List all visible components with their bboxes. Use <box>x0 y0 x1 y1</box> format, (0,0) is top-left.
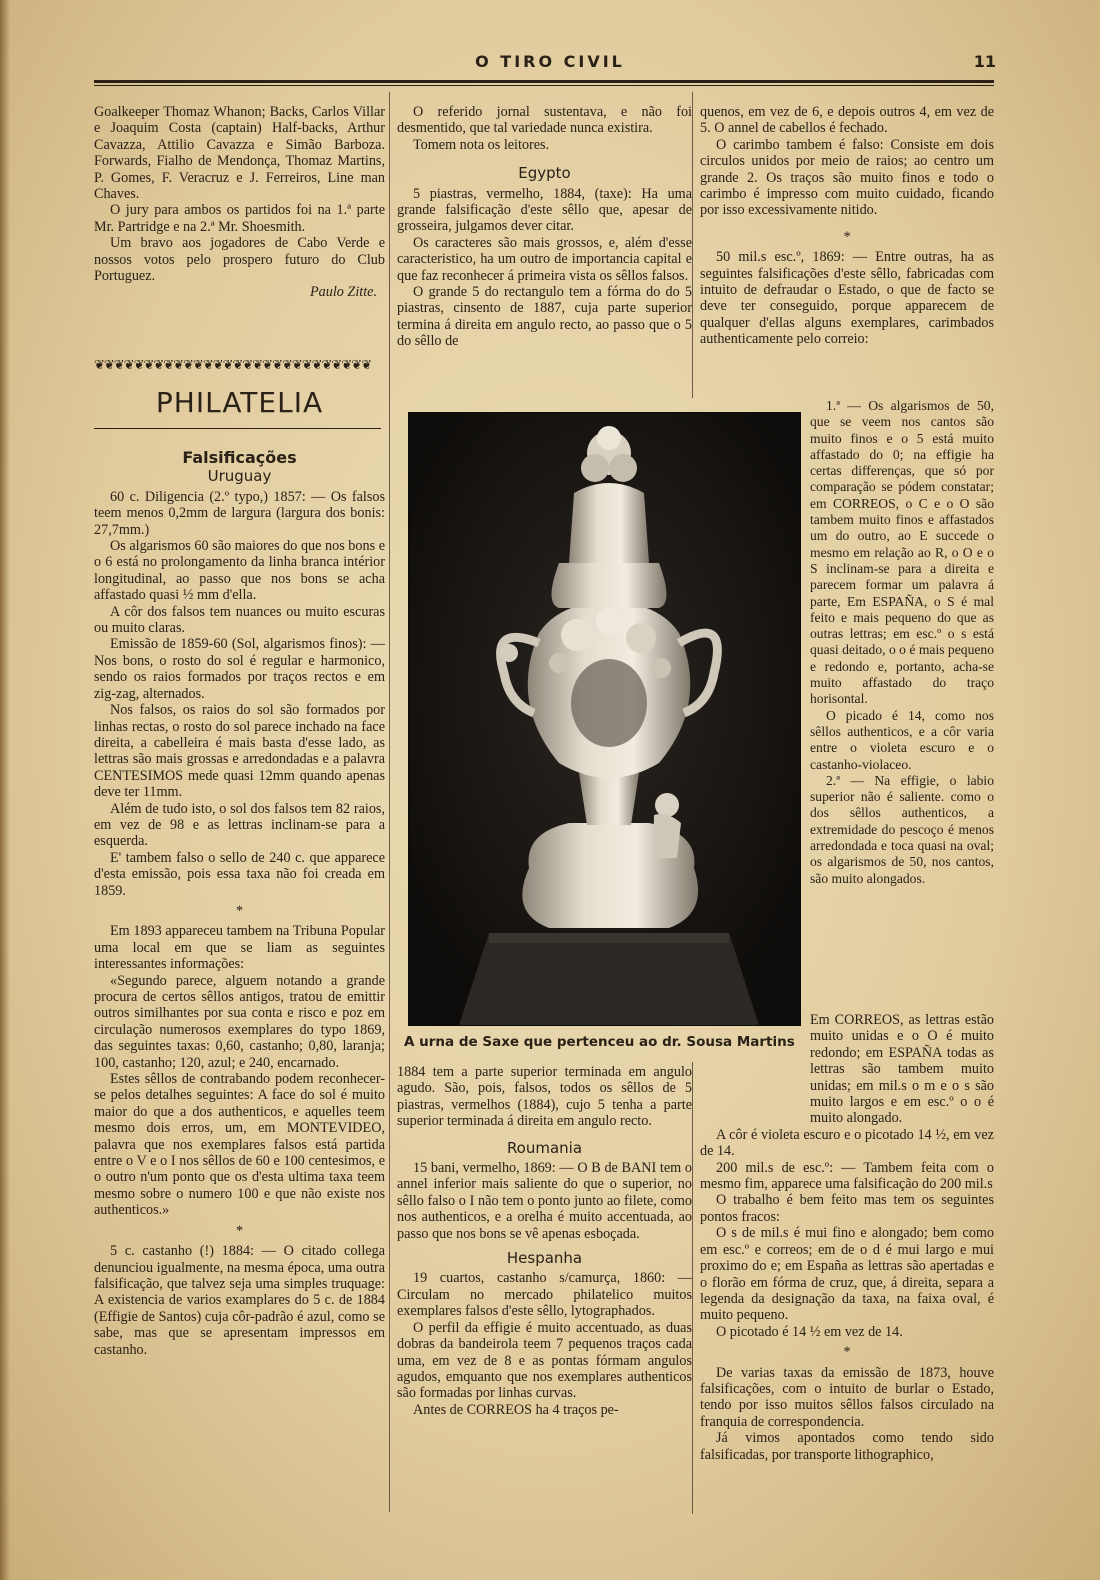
spain-paragraph: De varias taxas da emissão de 1873, houve falsificações, com o intuito de burlar o Estado, tendo por isso muitos sêllos falsos circulado na franquia de correspondencia. <box>700 1364 994 1430</box>
masthead <box>0 52 1100 74</box>
column-divider-right-bottom <box>692 1062 693 1514</box>
closing-paragraph: Um bravo aos jogadores de Cabo Verde e nossos votos pelo prospero futuro do Club Portuguez. <box>94 235 385 285</box>
country-heading-uruguay: Uruguay <box>207 467 272 486</box>
spain-paragraph: O s de mil.s é mui fino e alongado; bem como em esc.º e correos; em de o d é mui largo e mui proximo do e; em España as lettras são apertadas e o florão em fórma de cruz, que, á direita, separa a legenda da designação da taxa, na faixa oval, é muito pequeno. <box>700 1225 994 1324</box>
uruguay-quote: Estes sêllos de contrabando podem reconhecer-se pelos detalhes seguintes: A face do sol é muito maior do que a dos authenticos, e aquelles teem mesmo dois erros, um, em MONTEVIDEO, palavra que nos exemplares falsos está partida entre o V e o I nos sêllos de 60 e 100 centesimos, e o outro n'um ponto que os d'esta ultima taxa teem mesmo sobre o numero 100 e que não existe nos authenticos.» <box>94 1071 385 1219</box>
uruguay-paragraph: Emissão de 1859-60 (Sol, algarismos finos): — Nos bons, o rosto do sol é regular e harmonico, sendo os raios formados por traços rectos e em zig-zag, alternados. <box>94 636 385 702</box>
spain-paragraph: Em CORREOS, as lettras estão muito unidas e o O é muito redondo; em ESPAÑA todas as lettras são tambem muito unidas; em mil.s o m e o s são muito largos e em esc.º o o é muito alongado. <box>810 1012 994 1127</box>
country-heading-spain: Hespanha <box>506 1249 583 1268</box>
urn-photograph <box>408 412 801 1026</box>
header-rule-thin <box>94 85 994 86</box>
country-heading-egypt: Egypto <box>518 164 571 183</box>
spain-paragraph: O picado é 14, como nos sêllos authenticos, e a côr varia entre o violeta escuro e o castanho-violaceo. <box>810 707 994 772</box>
football-article <box>94 104 385 301</box>
section-title-rule <box>94 428 381 429</box>
uruguay-paragraph: 60 c. Diligencia (2.º typo,) 1857: — Os falsos teem menos 0,2mm de largura (largura dos bonis: 27,7mm.) <box>94 488 385 538</box>
spain-paragraph: 19 cuartos, castanho s/camurça, 1860: — Circulam no mercado philatelico muitos exemplares falsos d'este sêllo, lytographados. <box>397 1270 692 1320</box>
section-break: * <box>843 1344 851 1361</box>
section-break: * <box>235 902 244 919</box>
page-edge-shadow <box>0 0 10 1580</box>
team-lineup-paragraph: Goalkeeper Thomaz Whanon; Backs, Carlos Villar e Joaquim Costa (captain) Half-backs, Arthur Cavazza, Attilio Cavazza e Simão Barboza. Forwards, Fialho de Mendonça, Thomaz Martins, P. Gomes, F. Veracruz e J. Ferreiros, Line man Chaves. <box>94 104 385 203</box>
middle-paragraph: Tomem nota os leitores. <box>413 136 550 153</box>
spain-paragraph: 50 mil.s esc.º, 1869: — Entre outras, ha as seguintes falsificações d'este sêllo, fabricadas com intuito de defraudar o Estado, o que de facto se deve ter conseguido, porque apparecem de qualquer d'ellas alguns exemplares, carimbados authenticamente pelo correio: <box>700 249 994 348</box>
middle-column-bottom <box>397 1064 692 1418</box>
column-divider-right-top <box>692 92 693 398</box>
spain-paragraph: Antes de CORREOS ha 4 traços pe- <box>413 1401 619 1418</box>
egypt-paragraph: O grande 5 do rectangulo tem a fórma do do 5 piastras, cinsento de 1887, cuja parte superior termina á direita em angulo recto, ao passo que o 5 do sêllo de <box>397 284 692 350</box>
ornamental-divider: ❦❦❦❦❦❦❦❦❦❦❦❦❦❦❦❦❦❦❦❦❦❦❦❦❦❦❦❦ <box>94 357 371 372</box>
header-rule <box>94 80 994 83</box>
jury-paragraph: O jury para ambos os partidos foi na 1.ª parte Mr. Partridge e na 2.ª Mr. Shoesmith. <box>94 202 385 235</box>
uruguay-paragraph: A côr dos falsos tem nuances ou muito escuras ou muito claras. <box>94 603 385 637</box>
uruguay-paragraph: Além de tudo isto, o sol dos falsos tem 82 raios, em vez de 98 e as lettras inclinam-se para a esquerda. <box>94 800 385 850</box>
uruguay-paragraph: E' tambem falso o sello de 240 c. que apparece d'esta emissão, pois essa taxa não foi creada em 1859. <box>94 849 385 899</box>
spain-paragraph: 1.ª — Os algarismos de 50, que se veem nos cantos são muito finos e o 5 está muito affastado do 0; na effigie ha certas differenças, que só por comparação se pódem constatar; em CORREOS, o C e o O são tambem muito finos e affastados um do outro, ao E succede o mesmo em relação ao R, o O e o S inclinam-se para a direita e parecem formar um palavra á parte, Em ESPAÑA, o S é mal feito e mais pequeno do que as outras lettras; em esc.º o s está quasi deitado, o o é mais pequeno e redondo e, portanto, acha-se muito affastado do traço horisontal. <box>810 398 994 707</box>
spain-paragraph: Já vimos apontados como tendo sido falsificadas, por transporte lithographico, <box>700 1430 994 1463</box>
uruguay-paragraph: 5 c. castanho (!) 1884: — O citado collega denunciou igualmente, na mesma época, uma outra falsificação, que talvez seja uma simples truquage: A existencia de varios examplares do 5 c. de 1884 (Effigie de Santos) cuja côr-padrão é azul, como se sabe, mas que se apresentam impressos em castanho. <box>94 1243 385 1358</box>
spain-paragraph: O picotado é 14 ½ em vez de 14. <box>716 1323 903 1340</box>
column-divider-left <box>389 92 390 1512</box>
middle-paragraph: O referido jornal sustentava, e não foi desmentido, que tal variedade nunca existira. <box>397 104 692 137</box>
country-heading-romania: Roumania <box>506 1138 583 1157</box>
uruguay-paragraph: Em 1893 appareceu tambem na Tribuna Popular uma local em que se liam as seguintes interessantes informações: <box>94 923 385 973</box>
egypt-paragraph: 5 piastras, vermelho, 1884, (taxe): Ha uma grande falsificação d'este sêllo que, apesar de grosseira, julgamos dever citar. <box>397 185 692 235</box>
subsection-title: Falsificações <box>182 448 297 467</box>
right-column-bottom <box>700 1012 994 1463</box>
spain-paragraph: 200 mil.s de esc.º: — Tambem feita com o mesmo fim, apparece uma falsificação do 200 mil.s <box>700 1159 994 1193</box>
section-title: PHILATELIA <box>155 386 324 419</box>
author-signature: Paulo Zitte. <box>310 284 377 301</box>
newspaper-title: O TIRO CIVIL <box>475 52 625 71</box>
romania-paragraph: 15 bani, vermelho, 1869: — O B de BANI tem o annel inferior mais saliente do que o superior, no sêllo falso o I não tem o ponto junto ao filete, como nos authenticos, e a orelha é muito accentuada, ao passo que nos bons se vê apenas esboçada. <box>397 1160 692 1242</box>
spain-paragraph: O perfil da effigie é muito accentuado, as duas dobras da bandeirola teem 7 pequenos traços cada uma, em vez de 8 e as pontas fórmam angulos agudos, emquanto que nos exemplares authenticos são formadas por linhas curvas. <box>397 1319 692 1402</box>
spain-paragraph: O carimbo tambem é falso: Consiste em dois circulos unidos por meio de raios; ao centro um grande 2. Os traços são muito finos e todo o carimbo é impresso com muito cuidado, ficando por isso excessivamente nitido. <box>700 136 994 219</box>
middle-column-top <box>397 104 692 350</box>
figure-caption: A urna de Saxe que pertenceu ao dr. Sousa Martins <box>404 1034 795 1050</box>
spain-paragraph: quenos, em vez de 6, e depois outros 4, em vez de 5. O annel de cabellos é fechado. <box>700 104 994 137</box>
section-break: * <box>235 1222 244 1239</box>
section-break: * <box>843 228 851 245</box>
philately-column-left <box>94 444 385 1358</box>
uruguay-paragraph: Nos falsos, os raios do sol são formados por linhas rectas, o rosto do sol parece inchado na face direita, a cabelleira é mais basta d'esse lado, as lettras são mais grossas e arredondadas e a palavra CENTESIMOS mede quasi 12mm quando apenas deve ter 11mm. <box>94 702 385 801</box>
page-number: 11 <box>973 52 996 71</box>
spain-paragraph: O trabalho é bem feito mas tem os seguintes pontos fracos: <box>700 1192 994 1225</box>
uruguay-paragraph: Os algarismos 60 são maiores do que nos bons e o 6 está no prolongamento da linha branca intérior longitudinal, ao passo que nos bons se acha affastado quasi ½ mm d'ella. <box>94 538 385 604</box>
right-column-top <box>700 104 994 348</box>
right-column-narrow <box>810 398 994 887</box>
spain-paragraph: 2.ª — Na effigie, o labio superior não é saliente. como o dos sêllos authenticos, a extremidade do pescoço é menos arredondada e toca quasi na oval; os algarismos de 50, nos cantos, são muito alongados. <box>810 772 994 886</box>
egypt-paragraph: Os caracteres são mais grossos, e, além d'esse caracteristico, ha um outro de importancia capital e que faz reconhecer á primeira vista os sêllos falsos. <box>397 234 692 284</box>
spain-paragraph: A côr é violeta escuro e o picotado 14 ½, em vez de 14. <box>700 1126 994 1160</box>
egypt-paragraph: 1884 tem a parte superior terminada em angulo agudo. São, pois, falsos, todos os sêllos de 5 piastras, vermelhos (1884), cujo 5 tenha a parte superior terminada á direita em angulo recto. <box>397 1064 692 1130</box>
uruguay-quote: «Segundo parece, alguem notando a grande procura de certos sêllos antigos, tratou de emittir outros similhantes por sua conta e risco e poz em circulação numerosos exemplares do typo 1869, das seguintes taxas: 0,60, castanho; 0,80, laranja; 100, castanho; 120, azul; e 240, encarnado. <box>94 972 385 1071</box>
